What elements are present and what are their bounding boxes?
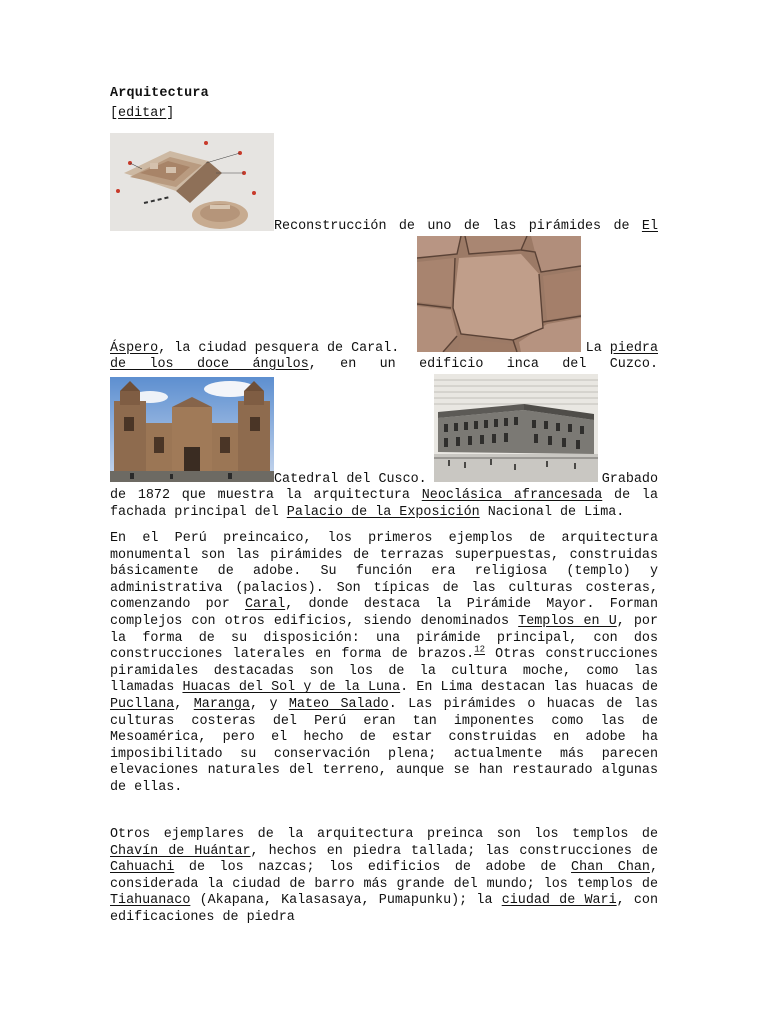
pucllana-link[interactable]: Pucllana: [110, 696, 175, 712]
edit-link-group: [110, 106, 174, 123]
edit-bracket-close: ]: [166, 106, 175, 121]
edit-link[interactable]: editar: [118, 106, 167, 121]
text-run: , por la forma de su disposición: una pirámide principal, con dos construcciones laterales en forma de brazos.: [110, 613, 658, 663]
engraving-caption-pre: Grabado: [601, 472, 658, 487]
pyramid-caption-line: [274, 219, 658, 236]
pyramid-reconstruction-image: [110, 133, 274, 231]
text-run: , hechos en piedra tallada; las construcciones de: [250, 843, 659, 859]
text-run: , con edificaciones de piedra: [110, 893, 659, 925]
palacio-exposicion-engraving-image: [434, 374, 598, 482]
stone-caption-line-1: [110, 341, 658, 358]
paragraph-preinca-architecture: [110, 827, 658, 927]
text-run: de los nazcas; los edificios de adobe de: [174, 860, 572, 876]
cusco-cathedral-image: [110, 377, 274, 482]
text-run: , donde destaca la Pirámide Mayor. Forman complejos con otros edificios, siendo denominados: [110, 597, 658, 629]
piedra-link-part1[interactable]: piedra: [609, 341, 658, 356]
text-run: Otros ejemplares de la arquitectura preinca son los templos de: [110, 827, 658, 842]
section-heading: Arquitectura: [110, 86, 209, 101]
engraving-caption-text: de 1872 que muestra la arquitectura: [110, 488, 422, 503]
text-run: En el Perú preincaico, los primeros ejemplos de arquitectura monumental son las pirámides de terrazas superpuestas, construidas básicamente de adobe. Su función era religiosa (templo) y administrativa (palacios). Son típicas de las culturas costeras, comenzando por: [110, 531, 658, 613]
neoclasica-link[interactable]: Neoclásica afrancesada: [421, 488, 603, 503]
el-aspero-link-part2[interactable]: Áspero: [110, 341, 159, 356]
reference-12-link[interactable]: 12: [474, 644, 485, 655]
text-run: , considerada la ciudad de barro más grande del mundo; los templos de: [110, 860, 658, 892]
piedra-link-part2[interactable]: de los doce ángulos: [110, 357, 309, 372]
text-run: ,: [174, 696, 194, 712]
text-run: (Akapana, Kalasasaya, Pumapunku); la: [190, 893, 502, 909]
text-run: . Las pirámides o huacas de las culturas costeras del Perú eran tan imponentes como las de Mesoamérica, pero el hecho de estar construidas en adobe ha imposibilitado su conservación plena; actualmente más parecen elevaciones naturales del terreno, aunque se han restaurado algunas de ellas.: [110, 696, 658, 795]
maranga-link[interactable]: Maranga: [193, 696, 250, 712]
huacas-sol-luna-link[interactable]: Huacas del Sol y de la Luna: [182, 680, 401, 696]
engraving-caption-mid: de la fachada principal del: [110, 488, 658, 520]
text-run: , y: [250, 696, 289, 712]
chan-chan-link[interactable]: Chan Chan: [571, 860, 650, 876]
palacio-exposicion-link[interactable]: Palacio de la Exposición: [286, 504, 480, 520]
chavin-de-huantar-link[interactable]: Chavín de Huántar: [110, 843, 251, 859]
cahuachi-link[interactable]: Cahuachi: [110, 860, 175, 876]
mateo-salado-link[interactable]: Mateo Salado: [288, 696, 389, 712]
ciudad-de-wari-link[interactable]: ciudad de Wari: [501, 893, 617, 909]
stone-caption-line-2: [110, 357, 658, 374]
el-aspero-link-part1[interactable]: El: [641, 219, 658, 234]
cathedral-caption-line: [274, 472, 658, 489]
text-run: Otras construcciones piramidales destacadas son los de la cultura moche, como las llamadas: [110, 647, 658, 696]
stone-caption-end: , en un edificio inca del Cuzco.: [308, 357, 658, 372]
paragraph-preincaic: [110, 531, 658, 797]
engraving-caption-end: Nacional de Lima.: [479, 504, 625, 520]
twelve-angle-stone-image: [417, 236, 581, 352]
text-run: . En Lima destacan las huacas de: [400, 680, 658, 696]
cathedral-caption: Catedral del Cusco.: [274, 472, 427, 487]
edit-bracket-open: [: [110, 106, 119, 121]
pyramid-caption-end: , la ciudad pesquera de Caral.: [158, 341, 400, 356]
caral-link[interactable]: Caral: [245, 597, 286, 613]
tiahuanaco-link[interactable]: Tiahuanaco: [110, 893, 191, 909]
templos-en-u-link[interactable]: Templos en U: [518, 613, 617, 629]
stone-caption-pre: La: [585, 341, 610, 356]
pyramid-caption-text: Reconstrucción de uno de las pirámides de: [274, 219, 642, 234]
engraving-caption: [110, 488, 658, 521]
